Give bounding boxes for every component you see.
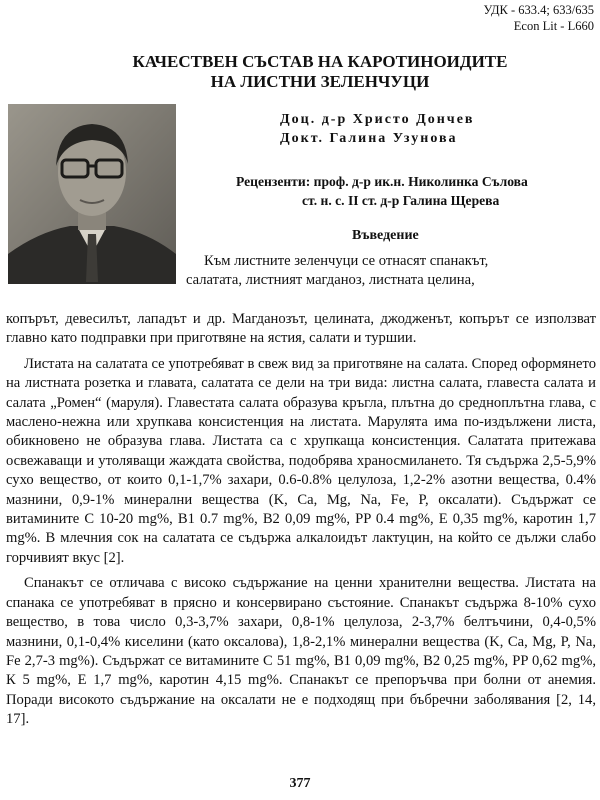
- reviewers: [236, 172, 594, 210]
- intro-lines: [186, 252, 596, 291]
- page-number: 377: [289, 776, 311, 791]
- intro-line-1: Към листните зеленчуци се отнасят спанакът,: [204, 253, 489, 269]
- reviewers-line-1: Рецензенти: проф. д-р ик.н. Николинка Сълова: [236, 174, 528, 189]
- paragraph-3: Спанакът се отличава с високо съдържание на ценни хранителни вещества. Листата на спанака се употребяват в прясно и консервирано състояние. Спанакът съдържа 8-10% сухо вещество, в това число 0,3-3,7% захари, 0,8-1% целулоза, 2-3,7% белтъчини, 0,4-0,5% мазнини, 0,1-0,4% киселини (като оксалова), 1,8-2,1% минерални вещества (K, Ca, Mg, P, Na, Fe 2,7-3 mg%). Съдържат се витамините С 51 mg%, B1 0,09 mg%, B2 0,25 mg%, PP 0,62 mg%, К 5 mg%, Е 1,7 mg%, каротин 4,15 mg%. Спанакът се препоръчва при болни от анемия. Поради високото съдържание на оксалати не е подходящ при бъбречни заболявания [2, 14, 17].: [6, 575, 596, 728]
- title-line-1: КАЧЕСТВЕН СЪСТАВ НА КАРОТИНОИДИТЕ: [132, 52, 508, 71]
- udc-codes: [483, 2, 594, 34]
- author-portrait-image: [8, 104, 176, 284]
- author-photo: [8, 104, 176, 284]
- paragraph-1: копърът, девесилът, лападът и др. Магданозът, целината, джодженът, копърът се използват главно като подправки при приготвяне на ястия, салати и туршии.: [6, 311, 596, 347]
- intro-line-2: салатата, листният магданоз, листната целина,: [186, 272, 475, 289]
- author-1: Доц. д-р Христо Дончев: [280, 112, 475, 127]
- econlit-code: Econ Lit - L660: [513, 19, 594, 33]
- udc-code: УДК - 633.4; 633/635: [483, 3, 594, 17]
- article-title: [80, 52, 560, 92]
- author-2: Докт. Галина Узунова: [280, 131, 458, 146]
- authors: [280, 110, 474, 148]
- section-heading: Въведение: [352, 228, 419, 243]
- body-text: [6, 310, 596, 736]
- reviewers-line-2: ст. н. с. II ст. д-р Галина Щерева: [302, 193, 500, 208]
- title-line-2: НА ЛИСТНИ ЗЕЛЕНЧУЦИ: [210, 72, 430, 91]
- paragraph-2: Листата на салатата се употребяват в свеж вид за приготвяне на салата. Според оформянето на листната розетка и главата, салатата се дели на три вида: листна салата, главеста салата и салата „Ромен“ (маруля). Главестата салата образува кръгла, плътна до средноплътна глава, с маслено-нежна или хрупкава консистенция на листата. Марулята има по-издължени листа, обикновено не образува глава. Листата са с хрупкаща консистенция. Салатата притежава освежаващи и утоляващи жаждата свойства, подобрява храносмилането. Тя съдържа 2,5-5,9% сухо вещество, от които 0,1-1,7% захари, 0.6-0.8% целулоза, 1,2-2% азотни вещества, 0.4% мазнини, 0,9-1% минерални вещества (K, Ca, Mg, Na, Fe, P, оксалати). Съдържат се витамините С 10-20 mg%, B1 0.7 mg%, B2 0,09 mg%, PP 0.4 mg%, Е 0,35 mg%, каротин 1,7 mg%. В млечния сок на салатата се съдържа алкалоидът лактуцин, на който се дължи слабо горчивият вкус [2].: [6, 355, 596, 566]
